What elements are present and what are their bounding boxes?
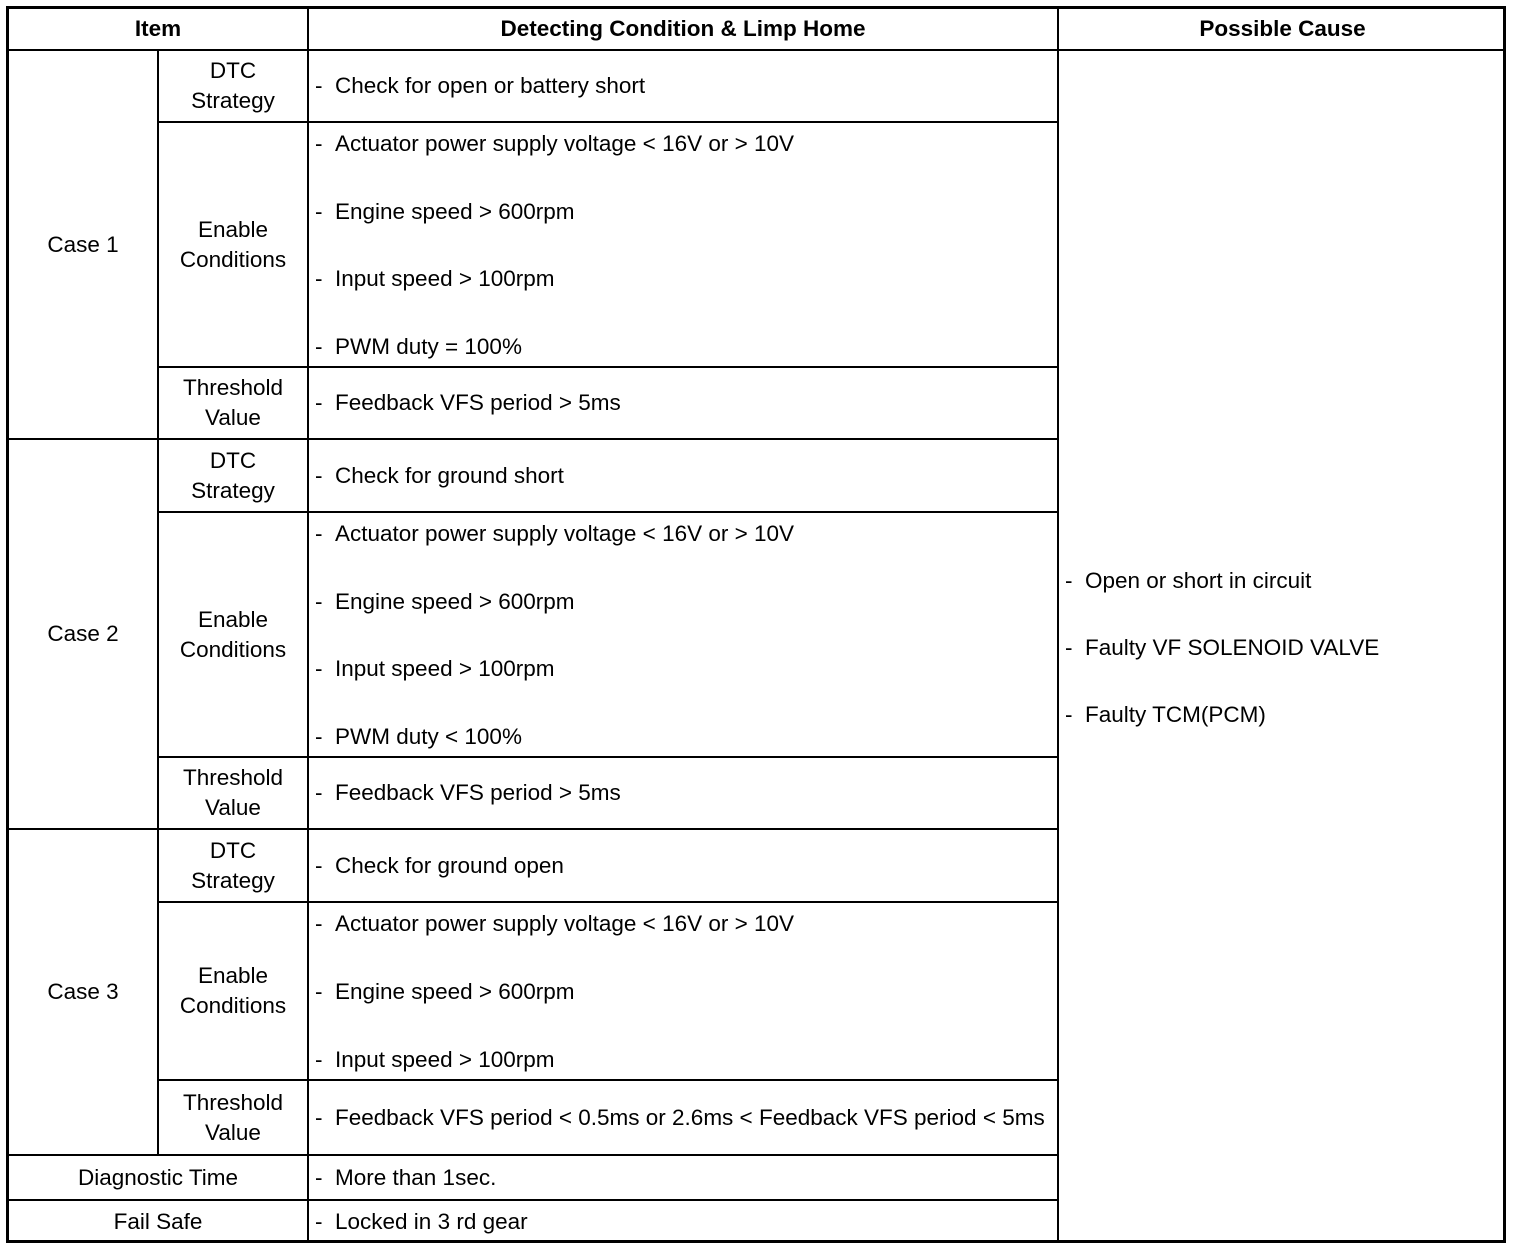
item-text: Engine speed > 600rpm: [335, 198, 575, 224]
item-text: Feedback VFS period > 5ms: [335, 780, 621, 805]
bullet: -: [315, 1104, 323, 1130]
diagnostic-time-label: [9, 1156, 307, 1199]
list-item: [315, 1103, 1057, 1133]
header-detecting-text: Detecting Condition & Limp Home: [500, 16, 866, 41]
case-3-threshold-label: Threshold Value: [182, 1089, 284, 1145]
grid-line-horizontal: [157, 121, 1059, 123]
item-text: Faulty TCM(PCM): [1085, 702, 1266, 727]
item-text: Actuator power supply voltage < 16V or > 10V: [335, 911, 795, 936]
item-text: Faulty VF SOLENOID VALVE: [1085, 635, 1380, 660]
grid-line-horizontal: [157, 756, 1059, 758]
header-item: [9, 9, 307, 49]
bullet: -: [315, 390, 323, 415]
grid-line-horizontal: [9, 49, 1506, 51]
list-item: [315, 909, 1057, 939]
list-item: [315, 461, 1057, 491]
item-text: Input speed > 100rpm: [335, 266, 555, 292]
case-2-enable-label: Enable Conditions: [179, 606, 287, 662]
item-text: Feedback VFS period > 5ms: [335, 390, 621, 415]
bullet: -: [315, 266, 323, 292]
case-1-dtc-value: [309, 51, 1057, 121]
list-item: [315, 587, 1057, 617]
bullet: -: [1065, 635, 1073, 660]
bullet: -: [315, 1047, 323, 1072]
header-cause: [1059, 9, 1506, 49]
bullet: -: [315, 1209, 323, 1234]
case-1-dtc-label: DTC Strategy: [191, 58, 275, 113]
case-3-enable-list: [309, 903, 1057, 1079]
item-text: Check for ground open: [335, 852, 564, 878]
case-2-enable-list: [309, 513, 1057, 756]
list-item: [315, 1045, 1057, 1075]
list-item: [315, 519, 1057, 549]
item-text: Check for ground short: [335, 462, 564, 488]
item-text: Engine speed > 600rpm: [335, 979, 575, 1004]
bullet: -: [315, 333, 323, 359]
list-item: [315, 264, 1057, 294]
bullet: -: [315, 852, 323, 878]
list-item: [315, 71, 1057, 101]
bullet: -: [1065, 702, 1073, 727]
grid-line-horizontal: [9, 828, 1059, 830]
bullet: -: [315, 588, 323, 614]
item-text: Input speed > 100rpm: [335, 1047, 555, 1072]
cause-items: [1065, 566, 1495, 740]
case-2-dtc-label: DTC Strategy: [191, 447, 275, 503]
bullet: -: [315, 1164, 323, 1190]
case-2-label: [9, 440, 157, 828]
grid-line-horizontal: [157, 511, 1059, 513]
case-3-name: Case 3: [47, 979, 119, 1004]
item-text: PWM duty = 100%: [335, 333, 522, 359]
diagnostic-time-value: [309, 1156, 1057, 1199]
dtc-table: [6, 6, 1506, 1243]
list-item: [1065, 566, 1495, 633]
bullet: -: [315, 462, 323, 488]
grid-line-horizontal: [9, 438, 1059, 440]
case-2-threshold-value: [309, 758, 1057, 828]
bullet: -: [1065, 568, 1073, 593]
header-item-text: Item: [134, 16, 182, 41]
fail-safe-label: [9, 1201, 307, 1243]
header-detecting: [309, 9, 1057, 49]
bullet: -: [315, 723, 323, 749]
list-item: [315, 388, 1057, 418]
case-2-threshold-label: Threshold Value: [182, 765, 284, 820]
case-3-label: [9, 830, 157, 1154]
grid-line-vertical: [1057, 9, 1059, 1243]
item-text: Actuator power supply voltage < 16V or > 10V: [335, 131, 795, 156]
list-item: [315, 129, 1057, 159]
item-text: PWM duty < 100%: [335, 723, 522, 749]
list-item: [315, 332, 1057, 362]
bullet: -: [315, 73, 323, 98]
grid-line-vertical: [157, 49, 159, 1156]
list-item: [1065, 700, 1495, 740]
fail-safe-value: [309, 1201, 1057, 1243]
case-3-dtc-label: DTC Strategy: [191, 837, 275, 893]
list-item: [315, 722, 1057, 752]
item-text: Engine speed > 600rpm: [335, 588, 575, 614]
case-3-enable-label: Enable Conditions: [179, 963, 287, 1018]
bullet: -: [315, 521, 323, 546]
bullet: -: [315, 656, 323, 682]
list-item: [315, 654, 1057, 684]
grid-line-vertical: [307, 9, 309, 1243]
item-text: Input speed > 100rpm: [335, 656, 555, 682]
case-1-enable-label: Enable Conditions: [179, 216, 287, 272]
possible-cause-list: [1059, 51, 1506, 1243]
grid-line-horizontal: [157, 901, 1059, 903]
item-text: More than 1sec.: [335, 1164, 497, 1190]
case-1-name: Case 1: [47, 231, 119, 257]
grid-line-horizontal: [157, 1079, 1059, 1081]
bullet: -: [315, 198, 323, 224]
list-item: [315, 851, 1057, 881]
list-item: [1065, 633, 1495, 700]
list-item: [315, 1163, 1057, 1193]
list-item: [315, 1207, 1057, 1237]
grid-line-horizontal: [157, 366, 1059, 368]
bullet: -: [315, 979, 323, 1004]
list-item: [315, 977, 1057, 1007]
item-text: Actuator power supply voltage < 16V or > 10V: [335, 521, 795, 546]
case-3-dtc-value: [309, 830, 1057, 901]
grid-line-horizontal: [9, 1199, 1059, 1201]
case-1-threshold-label: Threshold Value: [182, 375, 284, 430]
list-item: [315, 778, 1057, 808]
fail-safe-label-text: Fail Safe: [113, 1209, 203, 1234]
case-1-threshold-value: [309, 368, 1057, 438]
bullet: -: [315, 131, 323, 156]
bullet: -: [315, 780, 323, 805]
case-2-dtc-value: [309, 440, 1057, 511]
bullet: -: [315, 911, 323, 936]
diagnostic-time-label-text: Diagnostic Time: [77, 1164, 239, 1190]
case-1-label: [9, 51, 157, 438]
item-text: Locked in 3 rd gear: [335, 1209, 528, 1234]
item-text: Feedback VFS period < 0.5ms or 2.6ms < Feedback VFS period < 5ms: [335, 1104, 1045, 1130]
list-item: [315, 197, 1057, 227]
grid-line-horizontal: [9, 1154, 1059, 1156]
case-2-name: Case 2: [47, 621, 119, 646]
item-text: Open or short in circuit: [1085, 568, 1312, 593]
item-text: Check for open or battery short: [335, 73, 646, 98]
header-cause-text: Possible Cause: [1199, 16, 1366, 41]
case-1-enable-list: [309, 123, 1057, 366]
case-3-threshold-value: [309, 1081, 1057, 1154]
